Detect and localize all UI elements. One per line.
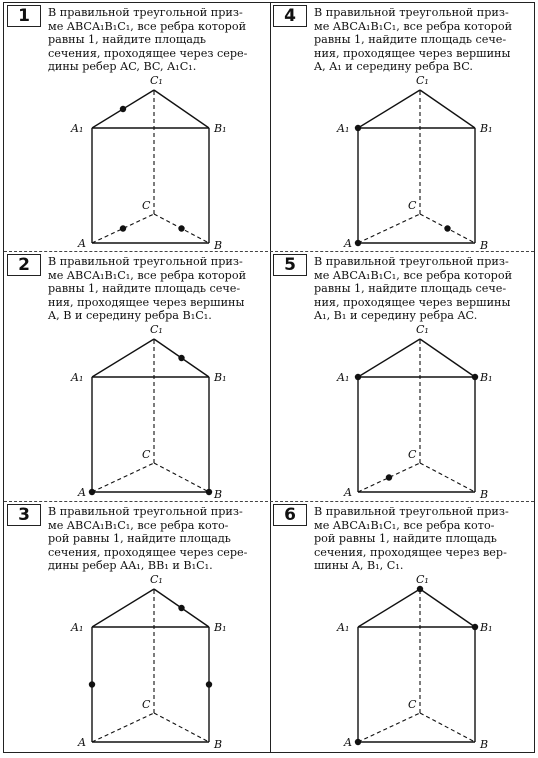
edge-C1A1 [358,339,420,377]
vertex-label-B1: B₁ [480,621,493,634]
vertex-label-B1: B₁ [480,122,493,135]
hidden-edge-AC [358,214,420,243]
edge-C1A1 [358,90,420,128]
edge-C1A1 [358,589,420,627]
section-point-mid-A1C1 [120,106,126,112]
problem-card-5 [270,252,535,501]
vertex-label-A1: A₁ [337,122,350,135]
section-point-B [206,489,212,495]
section-point-C1 [417,586,423,592]
vertex-label-C: C [142,448,151,461]
section-point-mid-AC [386,474,392,480]
prism-figure [270,318,535,501]
problem-card-6 [270,502,535,751]
hidden-edge-AC [358,713,420,742]
problem-card-3 [4,502,269,751]
section-point-A [355,739,361,745]
prism-figure [4,69,269,252]
section-point-B1 [472,374,478,380]
section-point-mid-B1C1 [178,605,184,611]
edge-C1A1 [92,339,154,377]
section-point-A [355,240,361,246]
vertex-label-A1: A₁ [337,371,350,384]
worksheet [3,2,535,753]
vertex-label-A1: A₁ [71,621,84,634]
vertex-label-B: B [480,738,489,751]
vertex-label-C: C [408,698,417,711]
section-point-A [89,489,95,495]
problem-text: В правильной треугольной приз- ме ABCA₁B₁C₁, все ребра которой равны 1, найдите площадь сечения, проходящее через серe- дины ребер AC, BC, A₁C₁. [48,6,248,73]
problem-card-4 [270,3,535,252]
vertex-label-A1: A₁ [337,621,350,634]
vertex-label-B1: B₁ [214,371,227,384]
section-point-A1 [355,374,361,380]
problem-number: 2 [7,254,41,276]
vertex-label-A: A [78,486,86,499]
problem-text: В правильной треугольной приз- ме ABCA₁B₁C₁, все ребра кото- рой равны 1, найдите площадь сечения, проходящее через вер- шины A, B₁, C₁. [314,505,509,572]
edge-C1A1 [92,589,154,627]
section-point-mid-BC [178,225,184,231]
problem-text: В правильной треугольной приз- ме ABCA₁B₁C₁, все ребра которой равны 1, найдите площадь сече- ния, проходящее через вершины A₁, B₁ и середину ребра AC. [314,255,513,322]
hidden-edge-CB [154,463,209,492]
problem-card-2 [4,252,269,501]
vertex-label-B: B [480,239,489,252]
edge-B1C1 [420,339,475,377]
vertex-label-A1: A₁ [71,122,84,135]
vertex-label-C1: C₁ [416,323,429,336]
vertex-label-A: A [344,237,352,250]
vertex-label-C1: C₁ [150,74,163,87]
vertex-label-B: B [214,738,223,751]
vertex-label-A: A [78,736,86,749]
vertex-label-B: B [214,488,223,501]
vertex-label-A: A [344,736,352,749]
edge-B1C1 [154,90,209,128]
vertex-label-B: B [214,239,223,252]
vertex-label-C1: C₁ [416,74,429,87]
vertex-label-C: C [408,448,417,461]
vertex-label-B1: B₁ [214,122,227,135]
edge-B1C1 [420,90,475,128]
hidden-edge-CB [154,713,209,742]
vertex-label-B: B [480,488,489,501]
vertex-label-B1: B₁ [214,621,227,634]
vertex-label-B1: B₁ [480,371,493,384]
problem-text: В правильной треугольной приз- ме ABCA₁B₁C₁, все ребра которой равны 1, найдите площадь сече- ния, проходящее через вершины A, A₁ и середину ребра BC. [314,6,513,73]
vertex-label-C1: C₁ [416,573,429,586]
section-point-A1 [355,125,361,131]
hidden-edge-CB [420,713,475,742]
vertex-label-C1: C₁ [150,573,163,586]
problem-number: 5 [273,254,307,276]
hidden-edge-CB [420,463,475,492]
vertex-label-C1: C₁ [150,323,163,336]
section-point-mid-BC [444,225,450,231]
prism-figure [4,318,269,501]
vertex-label-A: A [78,237,86,250]
problem-number: 4 [273,5,307,27]
problem-card-1 [4,3,269,252]
vertex-label-A1: A₁ [71,371,84,384]
problem-text: В правильной треугольной приз- ме ABCA₁B₁C₁, все ребра кото- рой равны 1, найдите площадь сечения, проходящее через сере- дины ребер AA₁, BB₁ и B₁C₁. [48,505,248,572]
section-point-mid-AC [120,225,126,231]
vertex-label-C: C [142,698,151,711]
section-point-mid-AA1 [89,681,95,687]
prism-figure [4,568,269,751]
section-point-mid-BB1 [206,681,212,687]
vertex-label-C: C [142,199,151,212]
problem-text: В правильной треугольной приз- ме ABCA₁B₁C₁, все ребра которой равны 1, найдите площадь сече- ния, проходящее через вершины A, B и середину ребра B₁C₁. [48,255,247,322]
prism-figure [270,69,535,252]
hidden-edge-AC [92,463,154,492]
problem-number: 6 [273,504,307,526]
section-point-mid-B1C1 [178,355,184,361]
problem-number: 3 [7,504,41,526]
vertex-label-C: C [408,199,417,212]
section-point-B1 [472,624,478,630]
prism-figure [270,568,535,751]
hidden-edge-AC [92,713,154,742]
vertex-label-A: A [344,486,352,499]
edge-B1C1 [420,589,475,627]
problem-number: 1 [7,5,41,27]
